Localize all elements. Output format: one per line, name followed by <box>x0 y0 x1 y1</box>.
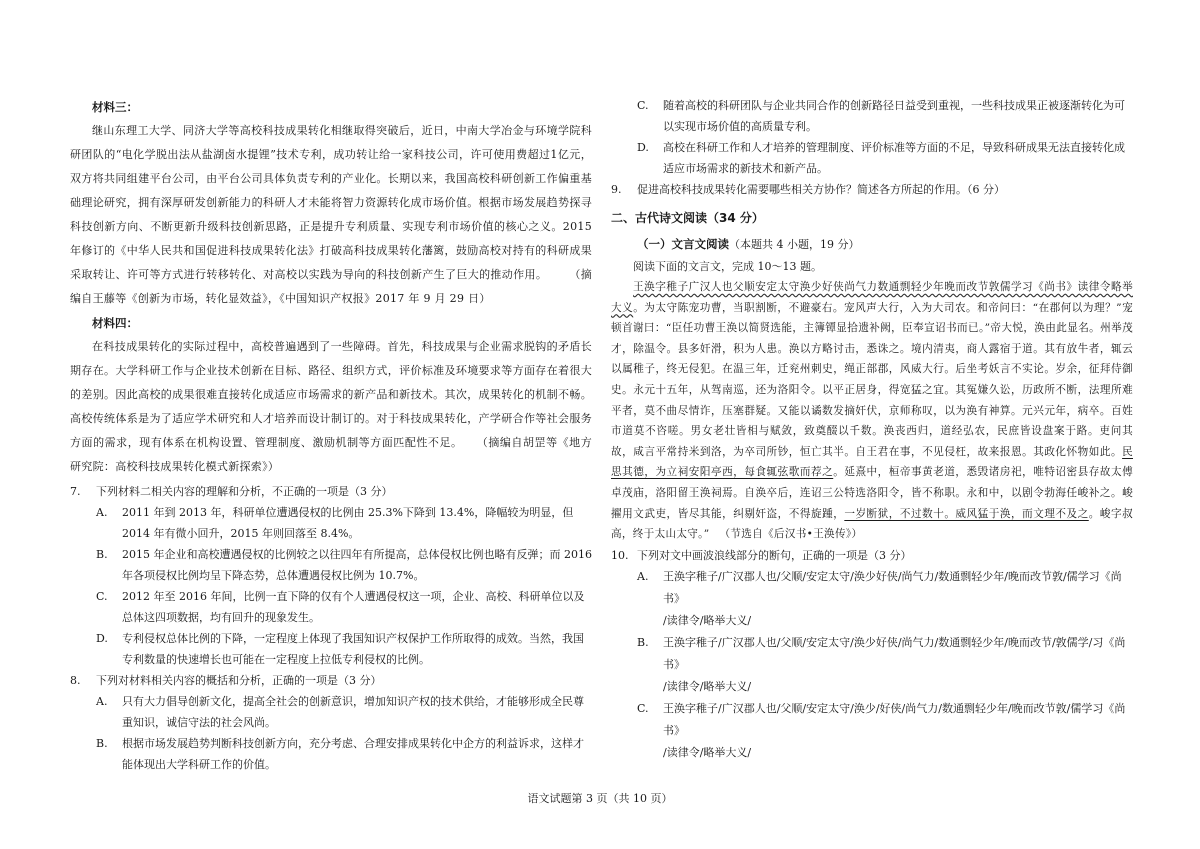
option-letter: C. <box>637 701 649 715</box>
page-footer: 语文试题第 3 页（共 10 页） <box>527 792 673 805</box>
passage-text-3: 。峻字叔高，终于太山太守。” <box>611 507 1133 541</box>
underlined-sentence-2: 一岁断狱，不过数十。威风猛于涣，而文理不及之 <box>844 507 1089 520</box>
material3-title: 材料三： <box>92 100 138 114</box>
reading-instruction: 阅读下面的文言文，完成 10～13 题。 <box>633 260 822 273</box>
q10-option-c[interactable] <box>637 698 1133 764</box>
q8-option-c[interactable] <box>637 95 1133 137</box>
subsection-title <box>637 232 1133 257</box>
q10-option-a[interactable] <box>637 566 1133 632</box>
subsection-note: （本题共 4 小题，19 分） <box>729 238 860 251</box>
option-text: 根据市场发展趋势判断科技创新方向，充分考虑、合理安排成果转化中企方的利益诉求，这样才能体现出大学科研工作的价值。 <box>122 737 584 771</box>
option-letter: B. <box>637 635 649 649</box>
option-letter: D. <box>637 141 649 154</box>
option-letter: C. <box>637 99 649 112</box>
question-number: 7. <box>70 485 81 498</box>
passage-text-1: 。为太守陈宠功曹，当职割断，不避豪右。宠风声大行，入为大司农。和帝问曰：“在郡何以为理？”宠顿首谢曰：“臣任功曹王涣以简贤选能，主簿镡显拾遗补阙，臣奉宣诏书而已。”帝大悦，涣由此显名。州举茂才，除温令。县多奸滑，积为人患。涣以方略讨击，悉诛之。境内清夷，商人露宿于道。其有放牛者，辄云以属稚子，终无侵犯。在温三年，迁兖州刺史，绳正部郡，风威大行。后坐考妖言不实论。岁余，征拜侍御史。永元十五年，从驾南巡，还为洛阳令。以平正居身，得宽猛之宜。其冤嫌久讼，历政所不断，法理所难平者，莫不曲尽情诈，压塞群疑。又能以谲数发摘奸伏，京师称叹，以为涣有神算。元兴元年，病卒。百姓市道莫不咨嗟。男女老壮皆相与赋敛，致奠醊以千数。涣丧西归，道经弘农，民庶皆设盘案于路。吏问其故，咸言平常持米到洛，为卒司所钞，恒亡其半。自王君在事，不见侵枉，故来报恩。其政化怀物如此。 <box>611 301 1133 458</box>
question-stem: 下列材料二相关内容的理解和分析，不正确的一项是（3 分） <box>96 485 393 498</box>
question-stem: 下列对文中画波浪线部分的断句，正确的一项是（3 分） <box>637 548 912 562</box>
question-stem: 下列对材料相关内容的概括和分析，正确的一项是（3 分） <box>96 674 382 687</box>
left-column <box>70 95 592 775</box>
option-text: 2015 年企业和高校遭遇侵权的比例较之以往四年有所提高，总体侵权比例也略有反弹；而 2016 年各项侵权比例均呈下降态势，总体遭遇侵权比例为 10.7%。 <box>122 548 592 582</box>
option-text: 随着高校的科研团队与企业共同合作的创新路径日益受到重视，一些科技成果正被逐渐转化为可以实现市场价值的高质量专利。 <box>663 99 1125 133</box>
option-text: 2012 年至 2016 年间，比例一直下降的仅有个人遭遇侵权这一项，企业、高校、科研单位以及总体这四项数据，均有回升的现象发生。 <box>122 590 585 624</box>
option-letter: A. <box>637 569 649 583</box>
question-10 <box>611 545 1133 566</box>
subsection-label: （一）文言文阅读 <box>637 237 729 251</box>
q8-option-d[interactable] <box>637 137 1133 179</box>
question-8 <box>70 670 592 691</box>
option-line-2: /读律令/略举大义/ <box>663 745 752 759</box>
q10-option-b[interactable] <box>637 632 1133 698</box>
material3-text: 继山东理工大学、同济大学等高校科技成果转化相继取得突破后，近日，中南大学冶金与环境学院科研团队的“电化学脱出法从盐湖卤水提锂”技术专利，成功转让给一家科技公司，许可使用费超过1亿元，双方将共同组建平台公司，由平台公司具体负责专利的产业化。长期以来，我国高校科研创新工作偏重基础理论研究，拥有深厚研发创新能力的科研人才未能将智力资源转化成市场价值。根据市场发展趋势探寻科技创新方向、不断更新升级科技创新思路，正是提升专利质量、实现专利市场价值的核心之义。2015年修订的《中华人民共和国促进科技成果转化法》打破高科技成果转化藩篱，鼓励高校对持有的科研成果采取转让、许可等方式进行转移转化、对高校以实践为导向的科技创新产生了巨大的推动作用。 <box>70 124 592 281</box>
material4-title: 材料四： <box>92 316 138 330</box>
option-text <box>663 698 1133 764</box>
section-title: 二、古代诗文阅读（34 分） <box>611 211 764 225</box>
q7-option-a[interactable] <box>96 502 592 544</box>
right-column <box>611 95 1133 764</box>
passage-text-2: 。延熹中，桓帝事黄老道，悉毁诸房祀，唯特诏密县存故太傅卓茂庙，洛阳留王涣祠焉。自涣卒后，连诏三公特选洛阳令，皆不称职。永和中，以剧令勃海任峻补之。峻擢用文武吏，皆尽其能，纠剔奸盗，不得旋踵， <box>611 466 1133 520</box>
q7-option-b[interactable] <box>96 544 592 586</box>
underlined-sentence-1: 民思其德，为立祠安阳亭西，每食辄弦歌而荐之 <box>611 445 1133 479</box>
passage-source: （节选自《后汉书•王涣传》） <box>719 528 863 541</box>
option-line-1: 王涣字稚子/广汉郡人也/父顺/安定太守/涣少好侠/尚气力/数通剽轻少年/晚而改节敦/儒学习《尚书》 <box>663 569 1122 605</box>
option-letter: B. <box>96 548 108 561</box>
q8-option-a[interactable] <box>96 691 592 733</box>
q7-option-d[interactable] <box>96 628 592 670</box>
question-number: 9. <box>611 183 622 196</box>
option-line-2: /读律令/略举大义/ <box>663 613 752 627</box>
question-7 <box>70 481 592 502</box>
material3-body <box>70 119 592 311</box>
option-letter: A. <box>96 695 108 708</box>
option-letter: B. <box>96 737 108 750</box>
q7-option-c[interactable] <box>96 586 592 628</box>
option-text <box>663 632 1133 698</box>
option-line-2: /读律令/略举大义/ <box>663 679 752 693</box>
option-letter: D. <box>96 632 108 645</box>
option-letter: A. <box>96 506 108 519</box>
classical-passage <box>611 277 1133 545</box>
material4-source: （摘编自胡罡等《地方研究院：高校科技成果转化模式新探索》） <box>70 436 593 473</box>
option-line-1: 王涣字稚子/广汉郡人也/父顺/安定太守/涣少好侠/尚气力/数通剽轻少年/晚而改节/敦儒学/习《尚书》 <box>663 635 1126 671</box>
material4-text: 在科技成果转化的实际过程中，高校普遍遇到了一些障碍。首先，科技成果与企业需求脱钩的矛盾长期存在。大学科研工作与企业技术创新在目标、路径、组织方式，评价标准及环境要求等方面存在着很大的差别。因此高校的成果很难直接转化成适应市场需求的新产品和新技术。其次，成果转化的机制不畅。高校传统体系是为了适应学术研究和人才培养而设计制订的。对于科技成果转化，产学研合作等社会服务方面的需求，现有体系在机构设置、管理制度、激励机制等方面匹配性不足。 <box>70 340 592 449</box>
question-number: 10. <box>611 548 629 562</box>
option-text: 2011 年到 2013 年，科研单位遭遇侵权的比例由 25.3%下降到 13.4%，降幅较为明显，但 2014 年有微小回升，2015 年则回落至 8.4%。 <box>122 506 574 540</box>
option-text: 只有大力倡导创新文化，提高全社会的创新意识，增加知识产权的技术供给，才能够形成全民尊重知识，诚信守法的社会风尚。 <box>122 695 584 729</box>
question-number: 8. <box>70 674 81 687</box>
option-text: 高校在科研工作和人才培养的管理制度、评价标准等方面的不足，导致科研成果无法直接转化成适应市场需求的新技术和新产品。 <box>663 141 1125 175</box>
q8-option-b[interactable] <box>96 733 592 775</box>
question-stem: 促进高校科技成果转化需要哪些相关方协作？简述各方所起的作用。（6 分） <box>637 183 1005 196</box>
material3-source: （摘编自王藤等《创新为市场，转化显效益》，《中国知识产权报》2017 年 9 月 29 日） <box>70 268 592 305</box>
question-9 <box>611 179 1133 200</box>
option-line-1: 王涣字稚子/广汉郡人也/父顺/安定太守/涣少/好侠/尚气力/数通剽轻少年/晚而改节敦/儒学习《尚书》 <box>663 701 1126 737</box>
option-text <box>663 566 1133 632</box>
material4-body <box>70 335 592 479</box>
wavy-underlined-text: 王涣字稚子广汉人也父顺安定太守涣少好侠尚气力数通剽轻少年晚而改节敦儒学习《尚书》读律令略举大义 <box>611 281 1133 314</box>
option-text: 专利侵权总体比例的下降，一定程度上体现了我国知识产权保护工作所取得的成效。当然，我国专利数量的快速增长也可能在一定程度上拉低专利侵权的比例。 <box>122 632 584 666</box>
option-letter: C. <box>96 590 108 603</box>
